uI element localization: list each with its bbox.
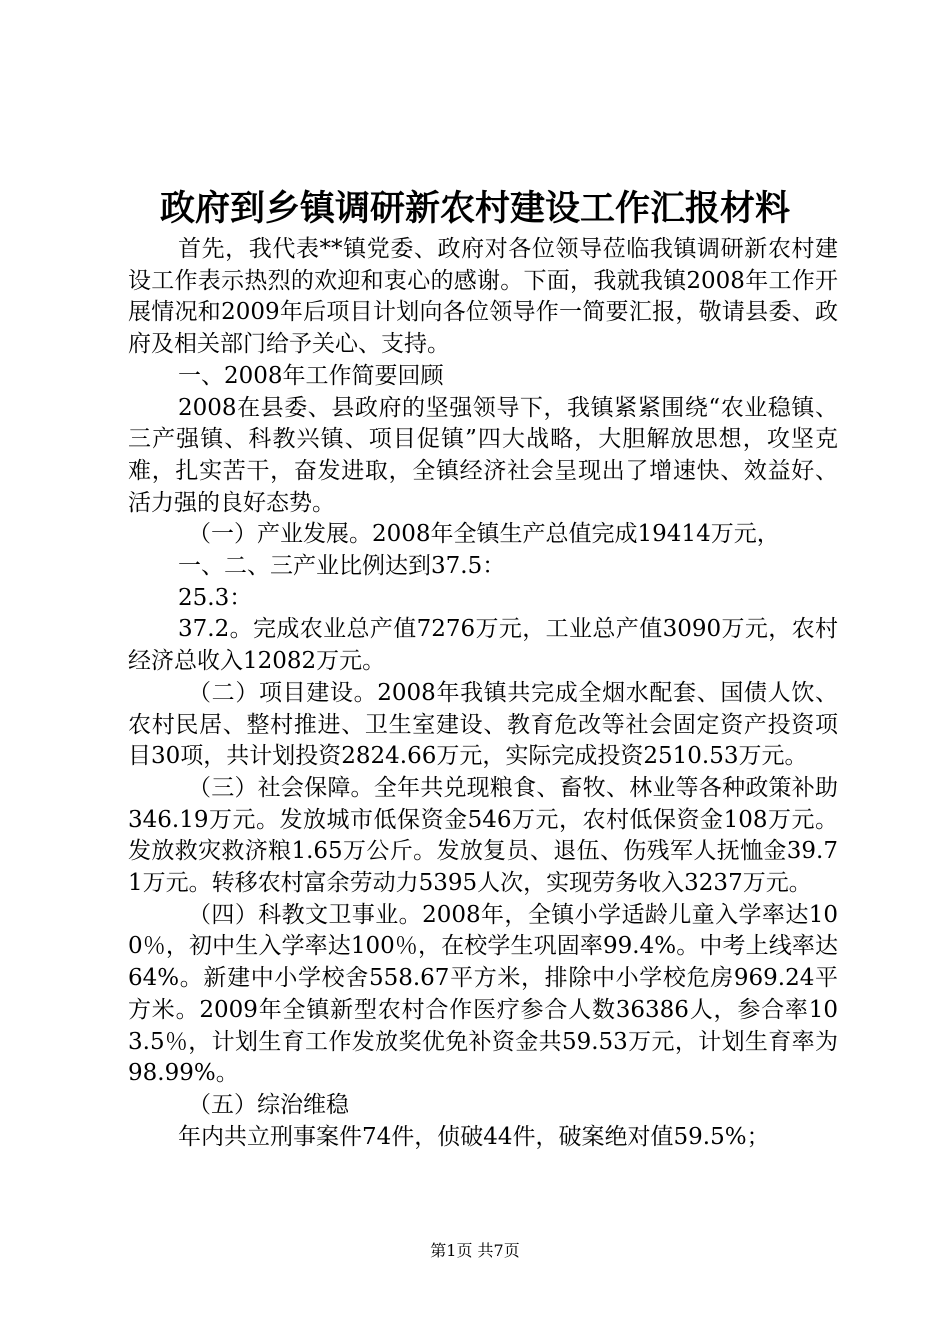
paragraph-education-health: （四）科教文卫事业。2008年，全镇小学适龄儿童入学率达100％，初中生入学率达100％，在校学生巩固率99.4%。中考上线率达64%。新建中小学校舍558.67平方米，排除中小学校危房969.24平方米。2009年全镇新型农村合作医疗参合人数36386人，参合率103.5％，计划生育工作发放奖优免补资金共59.53万元，计划生育率为98.99%。 bbox=[128, 901, 838, 1087]
page-footer: 第1页 共7页 bbox=[430, 1241, 520, 1260]
document-title: 政府到乡镇调研新农村建设工作汇报材料 bbox=[159, 188, 790, 229]
paragraph-industry-ratio-2: 25.3： bbox=[178, 584, 253, 611]
document-body bbox=[128, 234, 838, 1153]
paragraph-industry: （一）产业发展。2008年全镇生产总值完成19414万元， bbox=[188, 521, 780, 548]
paragraph-projects: （二）项目建设。2008年我镇共完成全烟水配套、国债人饮、农村民居、整村推进、卫生室建设、教育危改等社会固定资产投资项目30项，共计划投资2824.66万元，实际完成投资2510.53万元。 bbox=[128, 679, 838, 770]
paragraph-industry-output: 37.2。完成农业总产值7276万元，工业总产值3090万元，农村经济总收入12082万元。 bbox=[128, 616, 838, 675]
paragraph-social-security: （三）社会保障。全年共兑现粮食、畜牧、林业等各种政策补助346.19万元。发放城市低保资金546万元，农村低保资金108万元。发放救灾救济粮1.65万公斤。发放复员、退伍、伤残军人抚恤金39.71万元。转移农村富余劳动力5395人次，实现劳务收入3237万元。 bbox=[128, 774, 838, 897]
paragraph-overview: 2008在县委、县政府的坚强领导下，我镇紧紧围绕“农业稳镇、三产强镇、科教兴镇、项目促镇”四大战略，大胆解放思想，攻坚克难，扎实苦干，奋发进取，全镇经济社会呈现出了增速快、效益好、活力强的良好态势。 bbox=[128, 394, 838, 516]
paragraph-criminal-cases: 年内共立刑事案件74件，侦破44件，破案绝对值59.5%； bbox=[178, 1123, 770, 1150]
paragraph-intro: 首先，我代表**镇党委、政府对各位领导莅临我镇调研新农村建设工作表示热烈的欢迎和衷心的感谢。下面，我就我镇2008年工作开展情况和2009年后项目计划向各位领导作一简要汇报，敬请县委、政府及相关部门给予关心、支持。 bbox=[128, 236, 838, 358]
section-heading-review: 一、2008年工作简要回顾 bbox=[178, 362, 444, 389]
paragraph-industry-ratio: 一、二、三产业比例达到37.5： bbox=[178, 553, 506, 580]
section-heading-public-security: （五）综治维稳 bbox=[188, 1091, 349, 1118]
